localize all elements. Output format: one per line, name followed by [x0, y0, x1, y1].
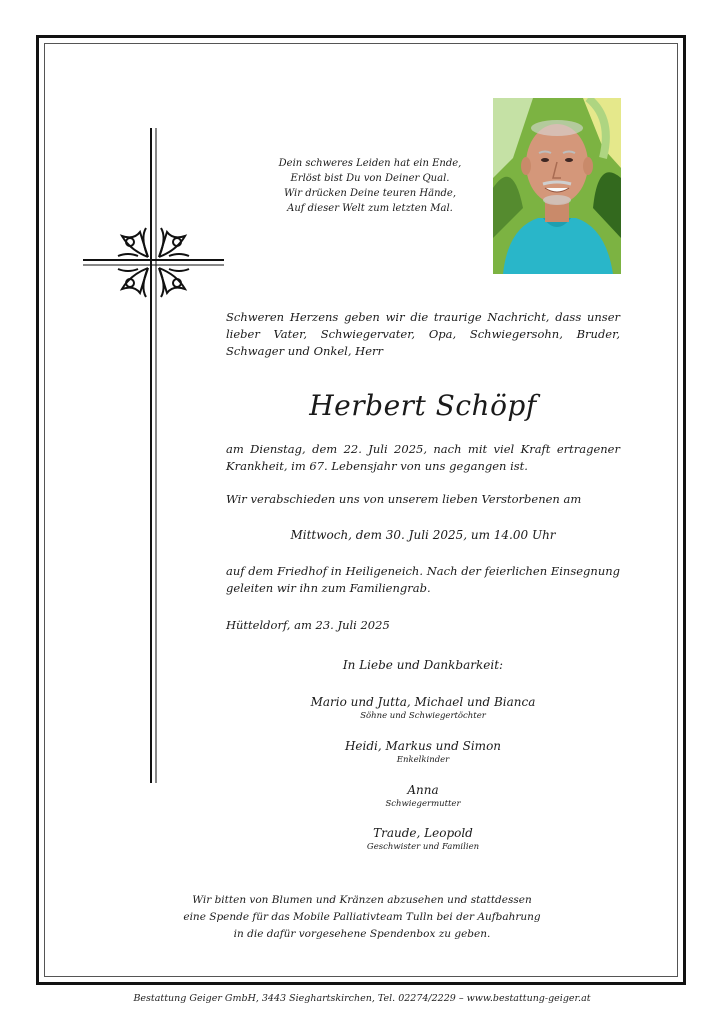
poem	[225, 156, 515, 216]
death-text: am Dienstag, dem 22. Juli 2025, nach mit viel Kraft ertragener Krankheit, im 67. Lebensjahr von uns gegangen ist.	[226, 442, 620, 473]
family-relation: Söhne und Schwiegertöchter	[360, 711, 486, 721]
ceremony-date: Mittwoch, dem 30. Juli 2025, um 14.00 Uhr	[290, 528, 556, 542]
family-names: Heidi, Markus und Simon	[344, 739, 502, 753]
place-date: Hütteldorf, am 23. Juli 2025	[226, 618, 390, 632]
donation-line: eine Spende für das Mobile Palliativteam Tulln bei der Aufbahrung	[183, 911, 541, 923]
poem-line: Erlöst bist Du von Deiner Qual.	[290, 173, 450, 184]
family-relation: Schwiegermutter	[385, 799, 461, 809]
family-names: Mario und Jutta, Michael und Bianca	[310, 695, 536, 709]
family-relation: Geschwister und Familien	[366, 842, 480, 852]
poem-line: Dein schweres Leiden hat ein Ende,	[278, 158, 462, 169]
donation-line: in die dafür vorgesehene Spendenbox zu geben.	[233, 928, 491, 940]
poem-line: Auf dieser Welt zum letzten Mal.	[287, 203, 453, 214]
family-group	[226, 694, 620, 722]
deceased-name: Herbert Schöpf	[309, 389, 537, 422]
family-names: Traude, Leopold	[373, 826, 473, 840]
family-group	[226, 738, 620, 766]
donation-text	[170, 892, 554, 943]
portrait-photo	[493, 98, 621, 274]
family-relation: Enkelkinder	[396, 755, 450, 765]
intro-text: Schweren Herzens geben wir die traurige Nachricht, dass unser lieber Vater, Schwiegervater, Opa, Schwiegersohn, Bruder, Schwager und Onkel, Herr	[226, 310, 620, 358]
family-names: Anna	[407, 783, 439, 797]
burial-text: auf dem Friedhof in Heiligeneich. Nach der feierlichen Einsegnung geleiten wir ihn zum Familiengrab.	[226, 564, 620, 595]
family-group	[226, 782, 620, 810]
closing-line: In Liebe und Dankbarkeit:	[342, 658, 504, 672]
family-group	[226, 825, 620, 853]
donation-line: Wir bitten von Blumen und Kränzen abzusehen und stattdessen	[192, 894, 532, 906]
farewell-text: Wir verabschieden uns von unserem lieben Verstorbenen am	[226, 492, 582, 506]
footer-contact: Bestattung Geiger GmbH, 3443 Sieghartskirchen, Tel. 02274/2229 – www.bestattung-geiger.at	[133, 993, 591, 1004]
poem-line: Wir drücken Deine teuren Hände,	[283, 188, 457, 199]
